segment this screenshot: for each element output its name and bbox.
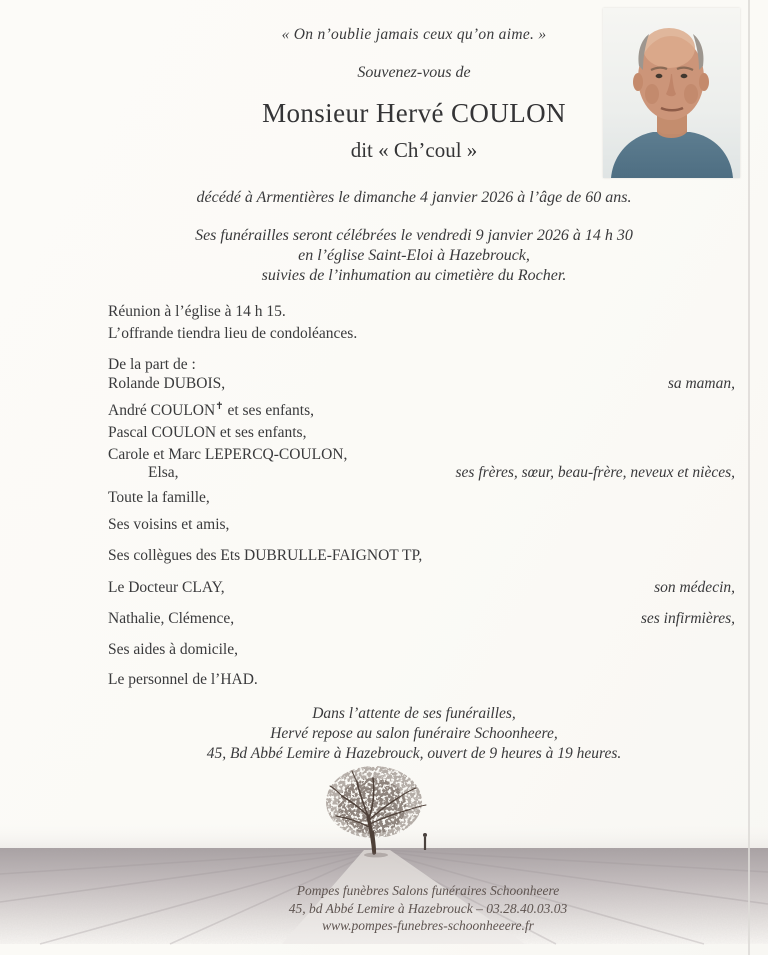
family-member-suffix: et ses enfants, (223, 402, 314, 419)
funeral-home-name: Pompes funèbres Salons funéraires Schoonheere (296, 883, 560, 898)
funeral-line-2: en l’église Saint-Eloi à Hazebrouck, (298, 247, 530, 264)
closing-line-2: Hervé repose au salon funéraire Schoonheere, (270, 725, 558, 742)
family-heading: De la part de : (108, 356, 196, 373)
family-row: Nathalie, Clémence, (108, 610, 235, 627)
family-row: Pascal COULON et ses enfants, (108, 424, 307, 441)
church-meeting-line: Réunion à l’église à 14 h 15. (108, 303, 286, 320)
family-row: Le personnel de l’HAD. (108, 671, 258, 688)
closing-line-3: 45, Bd Abbé Lemire à Hazebrouck, ouvert de 9 heures à 19 heures. (206, 745, 622, 762)
deceased-name: Monsieur Hervé COULON (262, 98, 566, 128)
intro-line: Souvenez-vous de (357, 64, 471, 81)
portrait-illustration (603, 8, 740, 178)
family-row: Ses aides à domicile, (108, 641, 238, 658)
relation-label-siblings: ses frères, sœur, beau-frère, neveux et nièces, (455, 464, 735, 481)
condolences-line: L’offrande tiendra lieu de condoléances. (108, 325, 358, 342)
scan-edge-artifact (748, 0, 750, 955)
funeral-line-3: suivies de l’inhumation au cimetière du Rocher. (261, 267, 567, 284)
funeral-line-1: Ses funérailles seront célébrées le vendredi 9 janvier 2026 à 14 h 30 (195, 227, 633, 244)
family-member-name: André COULON (108, 402, 216, 419)
deceased-nickname: dit « Ch’coul » (350, 138, 478, 162)
relation-label-medecin: son médecin, (654, 579, 735, 596)
closing-line-1: Dans l’attente de ses funérailles, (312, 705, 516, 722)
death-announcement-line: décédé à Armentières le dimanche 4 janvier 2026 à l’âge de 60 ans. (196, 189, 632, 206)
memorial-quote: « On n’oublie jamais ceux qu’on aime. » (281, 26, 547, 43)
family-row: Carole et Marc LEPERCQ-COULON, (108, 446, 348, 463)
funeral-home-website: www.pompes-funebres-schoonheeere.fr (322, 918, 534, 933)
family-row: Ses collègues des Ets DUBRULLE-FAIGNOT TP, (108, 547, 423, 564)
funeral-home-address-phone: 45, bd Abbé Lemire à Hazebrouck – 03.28.40.03.03 (288, 901, 568, 916)
relation-label-maman: sa maman, (667, 375, 735, 392)
family-row: Rolande DUBOIS, (108, 375, 226, 392)
family-row: Toute la famille, (108, 489, 210, 506)
deceased-portrait-photo (603, 8, 740, 178)
relation-label-infirmieres: ses infirmières, (640, 610, 735, 627)
family-row (108, 402, 314, 420)
family-row: Elsa, (148, 464, 179, 481)
deceased-cross-icon: ✝ (215, 400, 224, 412)
family-row: Ses voisins et amis, (108, 516, 230, 533)
family-row: Le Docteur CLAY, (108, 579, 225, 596)
